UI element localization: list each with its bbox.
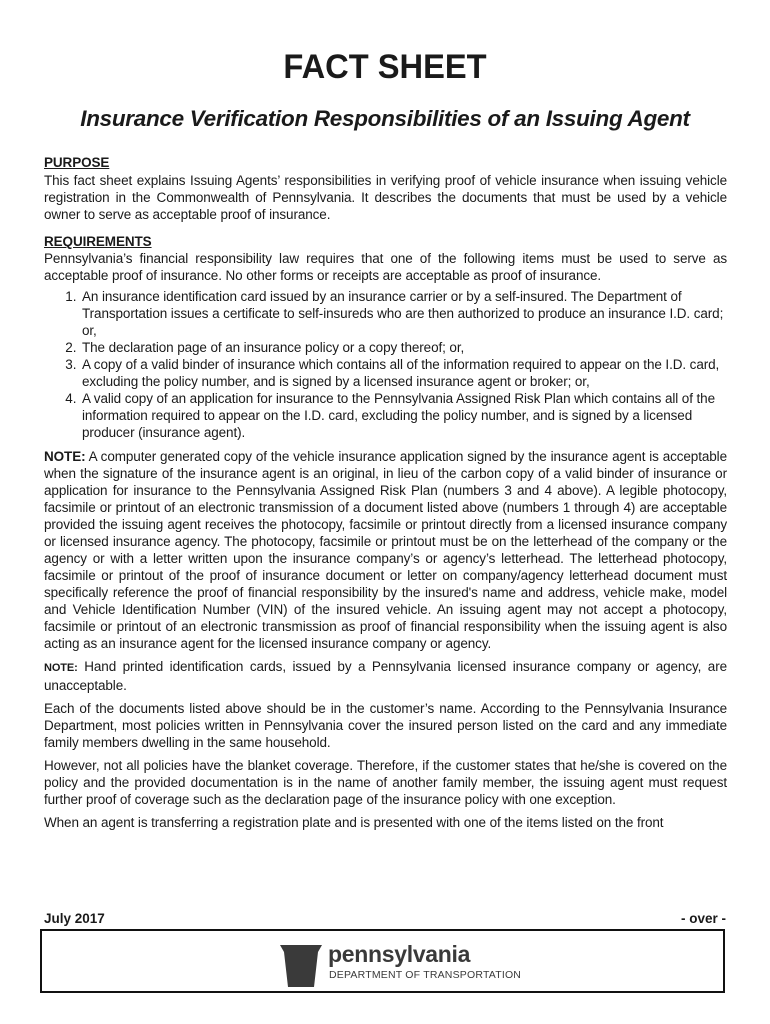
purpose-text: This fact sheet explains Issuing Agents’ responsibilities in verifying proof of vehicle insurance when issuing vehicle registration in the Commonwealth of Pennsylvania. It describes the documents that must be used by a vehicle owner to serve as acceptable proof of insurance. bbox=[44, 173, 727, 222]
note-text: Hand printed identification cards, issued by a Pennsylvania licensed insurance company or agency, are unacceptable. bbox=[44, 659, 727, 693]
page-title: FACT SHEET bbox=[283, 48, 487, 86]
list-item: 2. The declaration page of an insurance policy or a copy thereof; or, bbox=[80, 339, 727, 356]
page-subtitle: Insurance Verification Responsibilities of an Issuing Agent bbox=[80, 106, 690, 131]
note-hand-printed bbox=[44, 658, 727, 694]
purpose-heading: PURPOSE bbox=[44, 155, 110, 170]
note-label: NOTE: bbox=[44, 449, 86, 464]
document-body bbox=[44, 154, 727, 831]
keystone-icon bbox=[278, 943, 324, 989]
transfer-plate-paragraph: When an agent is transferring a registration plate and is presented with one of the items listed on the front bbox=[44, 815, 664, 830]
list-item: 3. A copy of a valid binder of insurance which contains all of the information required to appear on the I.D. card, excluding the policy number, and is signed by a licensed insurance agent or broker; or, bbox=[80, 356, 727, 390]
requirements-heading: REQUIREMENTS bbox=[44, 234, 152, 249]
logo-name: pennsylvania bbox=[328, 941, 471, 967]
customer-name-paragraph: Each of the documents listed above should be in the customer’s name. According to the Pennsylvania Insurance Department, most policies written in Pennsylvania cover the insured person listed on the card and any immediate family members dwelling in the same household. bbox=[44, 701, 727, 750]
requirements-intro: Pennsylvania’s financial responsibility law requires that one of the following items must be used to serve as acceptable proof of insurance. No other forms or receipts are acceptable as proof of insurance. bbox=[44, 251, 727, 283]
logo-banner bbox=[40, 929, 725, 993]
list-item: 1. An insurance identification card issued by an insurance carrier or by a self-insured. The Department of Transportation issues a certificate to self-insureds who are then authorized to produce an insurance I.D. card; or, bbox=[80, 288, 727, 339]
requirements-list bbox=[44, 288, 727, 441]
logo-department: DEPARTMENT OF TRANSPORTATION bbox=[329, 969, 522, 981]
note-computer-copy bbox=[44, 448, 727, 652]
blanket-coverage-paragraph: However, not all policies have the blanket coverage. Therefore, if the customer states that he/she is covered on the policy and the provided documentation is in the name of another family member, the issuing agent must request further proof of coverage such as the declaration page of the insurance policy with one exception. bbox=[44, 758, 727, 807]
note-text: A computer generated copy of the vehicle insurance application signed by the insurance agent is acceptable when the signature of the insurance agent is an original, in lieu of the carbon copy of a valid binder of insurance or application for insurance to the Pennsylvania Assigned Risk Plan (numbers 3 and 4 above). A legible photocopy, facsimile or printout of an electronic transmission of a document listed above (numbers 1 through 4) are acceptable provided the issuing agent receives the photocopy, facsimile or printout directly from a licensed insurance company or licensed insurance agency. The photocopy, facsimile or printout must be on the letterhead of the company or the agency or with a letter written upon the insurance company’s or agency’s letterhead. The letterhead photocopy, facsimile or printout of the proof of insurance document or letter on company/agency letterhead document must specifically reference the proof of financial responsibility by the insured's name and address, vehicle make, model and Vehicle Identification Number (VIN) of the insured vehicle. An issuing agent may not accept a photocopy, facsimile or printout of an electronic transmission as proof of financial responsibility when the issuing agent is also acting as an insurance agent for the licensed insurance company or agency. bbox=[44, 449, 727, 651]
list-item: 4. A valid copy of an application for insurance to the Pennsylvania Assigned Risk Plan which contains all of the information required to appear on the I.D. card, excluding the policy number, and is signed by a licensed producer (insurance agent). bbox=[80, 390, 727, 441]
note-label: NOTE: bbox=[44, 662, 78, 674]
footer-over: - over - bbox=[680, 911, 726, 926]
footer-date: July 2017 bbox=[44, 911, 105, 926]
